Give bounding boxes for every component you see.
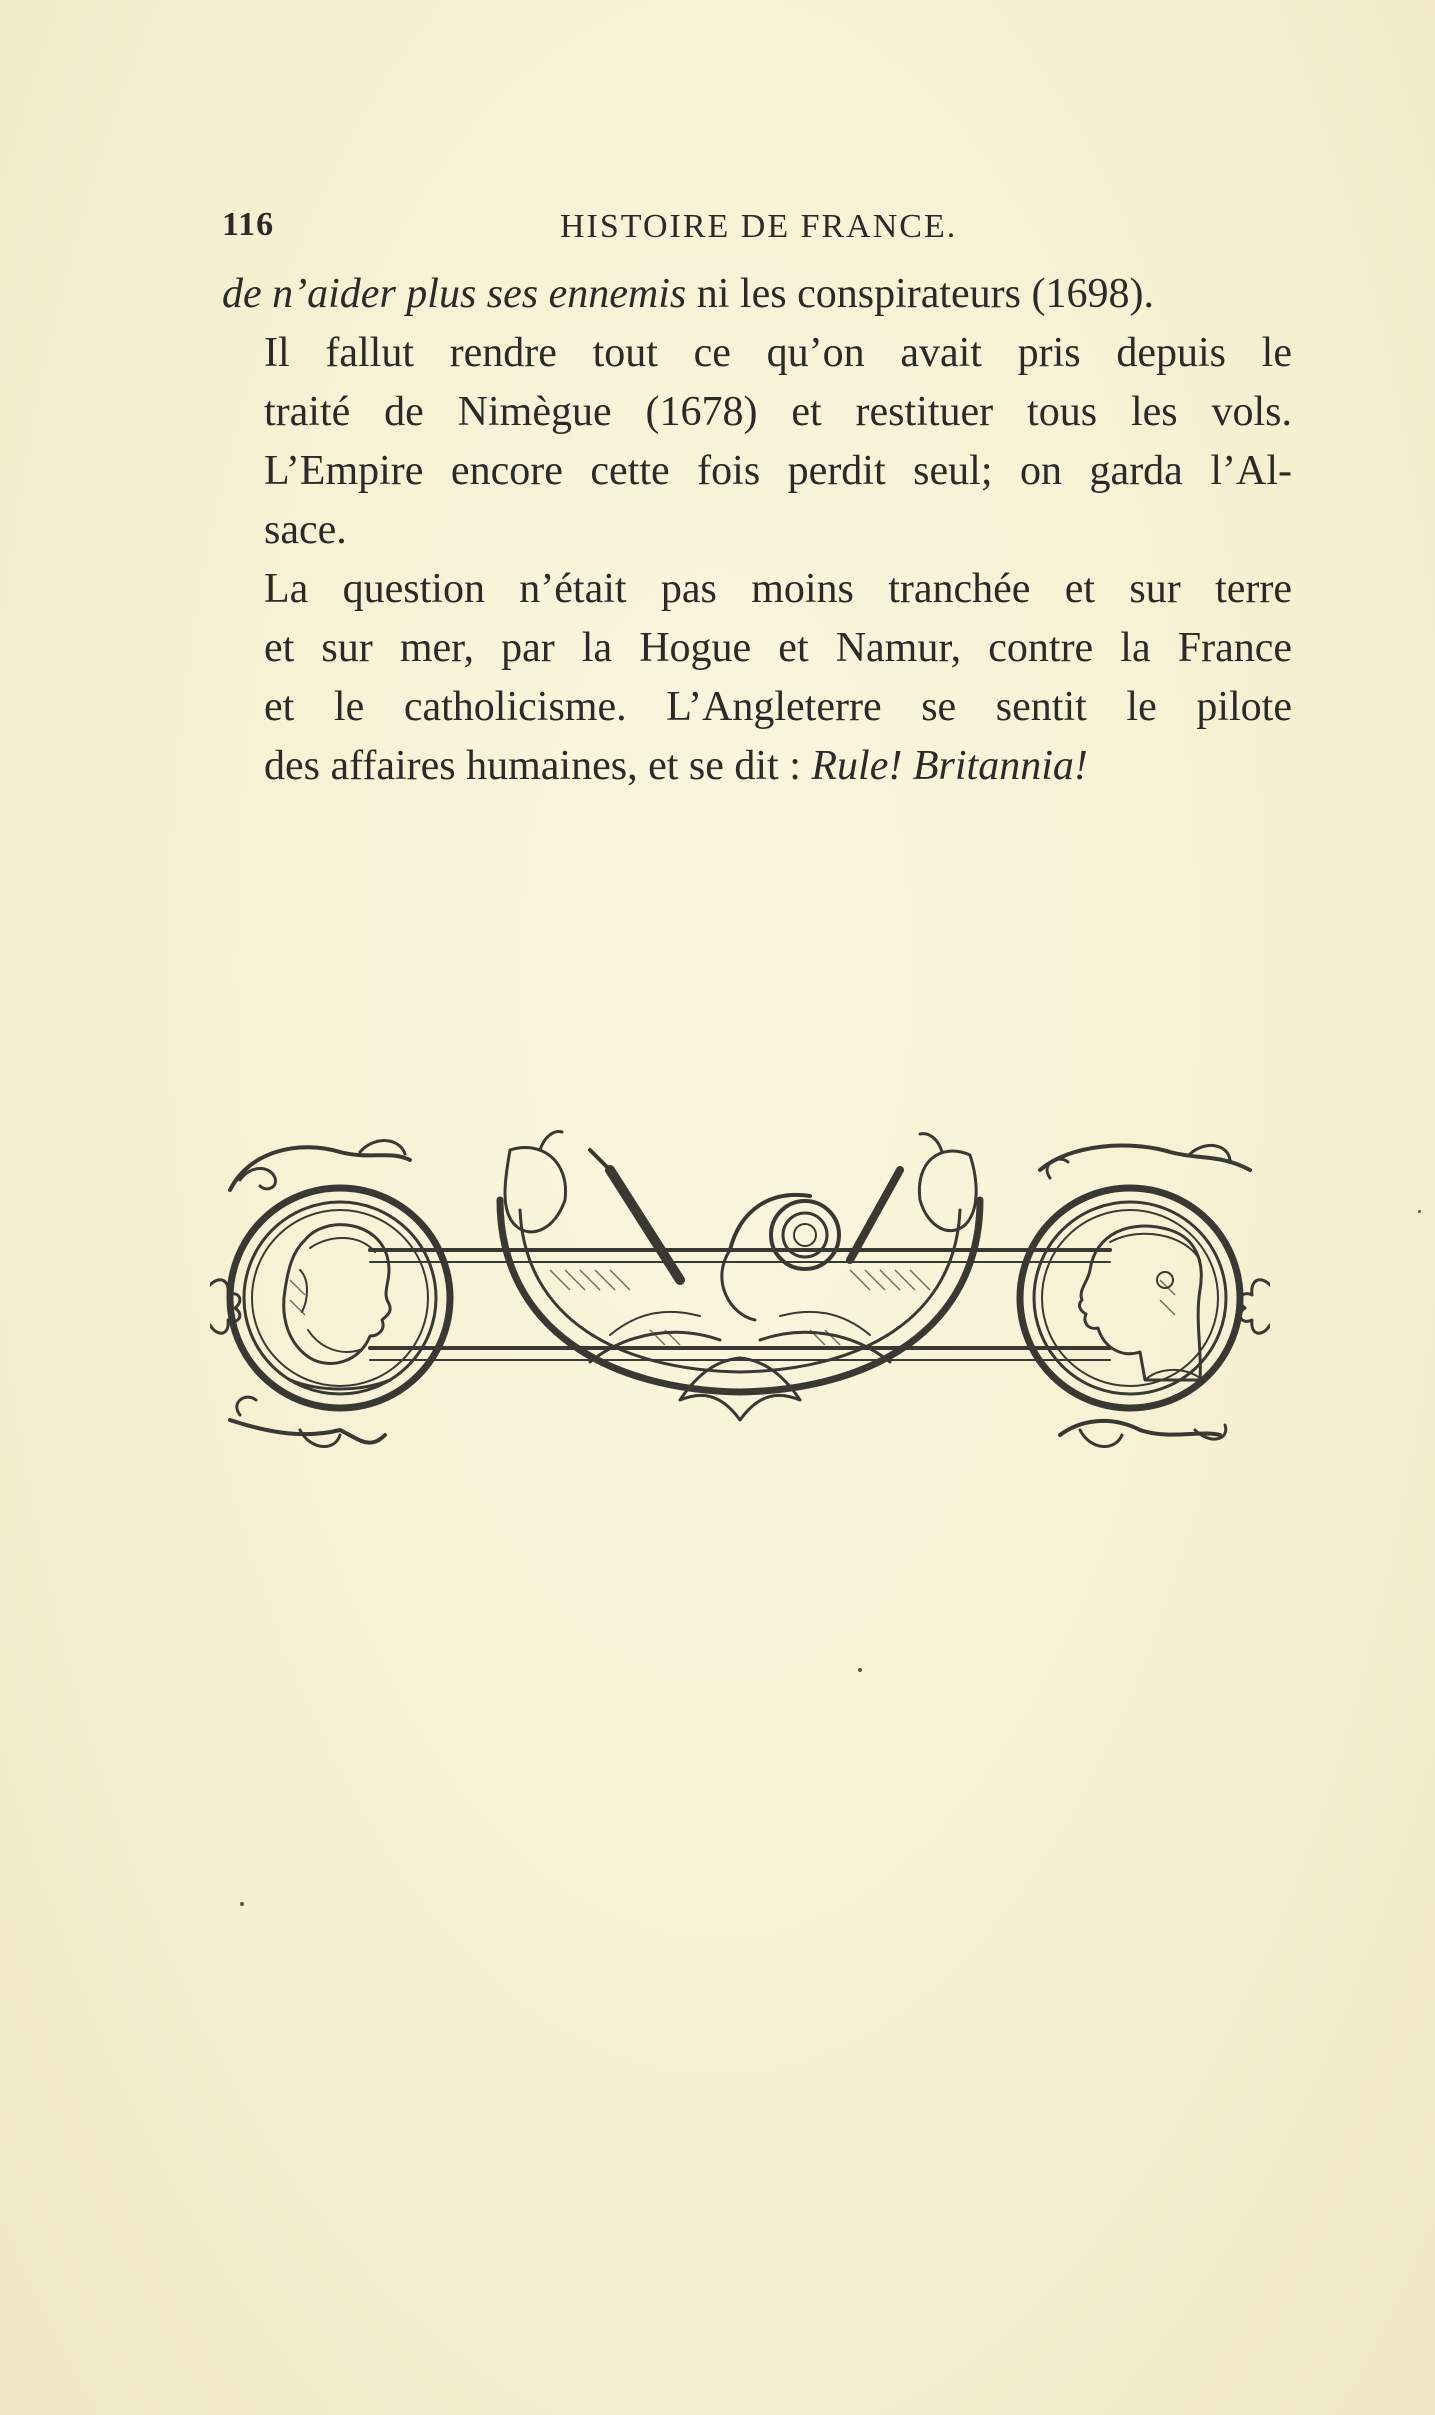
italic-text: de n’aider plus ses ennemis	[222, 271, 687, 317]
paragraph	[222, 324, 1292, 560]
text-segment: La question n’était pas moins tranchée et sur terre	[264, 566, 1292, 612]
page-header	[222, 200, 1292, 260]
text-line	[222, 501, 1292, 560]
running-head: HISTOIRE DE FRANCE.	[560, 208, 958, 245]
text-segment: traité de Nimègue (1678) et restituer tous les vols.	[264, 389, 1292, 435]
paragraph	[222, 560, 1292, 796]
paragraph	[222, 265, 1292, 324]
text-segment: sace.	[264, 507, 347, 553]
text-line	[222, 383, 1292, 442]
text-line	[222, 442, 1292, 501]
text-line	[222, 619, 1292, 678]
italic-text: Rule! Britannia!	[811, 743, 1088, 789]
page-number: 116	[222, 206, 275, 243]
text-line	[222, 678, 1292, 737]
paper-speck	[240, 1902, 244, 1906]
text-segment: Il fallut rendre tout ce qu’on avait pris depuis le	[264, 330, 1292, 376]
text-segment: L’Empire encore cette fois perdit seul; on garda l’Al-	[264, 448, 1292, 494]
text-segment: et le catholicisme. L’Angleterre se sentit le pilote	[264, 684, 1292, 730]
text-segment: ni les conspirateurs (1698).	[686, 271, 1154, 317]
text-line	[222, 560, 1292, 619]
paper-speck	[858, 1668, 862, 1672]
body-text	[222, 265, 1292, 796]
text-segment: des affaires humaines, et se dit :	[264, 743, 812, 789]
engraved-tailpiece-ornament-icon	[210, 1130, 1270, 1470]
text-line	[222, 737, 1292, 796]
text-line	[222, 324, 1292, 383]
text-line	[222, 265, 1292, 324]
paper-speck	[1418, 1210, 1421, 1213]
text-segment: et sur mer, par la Hogue et Namur, contre la France	[264, 625, 1292, 671]
